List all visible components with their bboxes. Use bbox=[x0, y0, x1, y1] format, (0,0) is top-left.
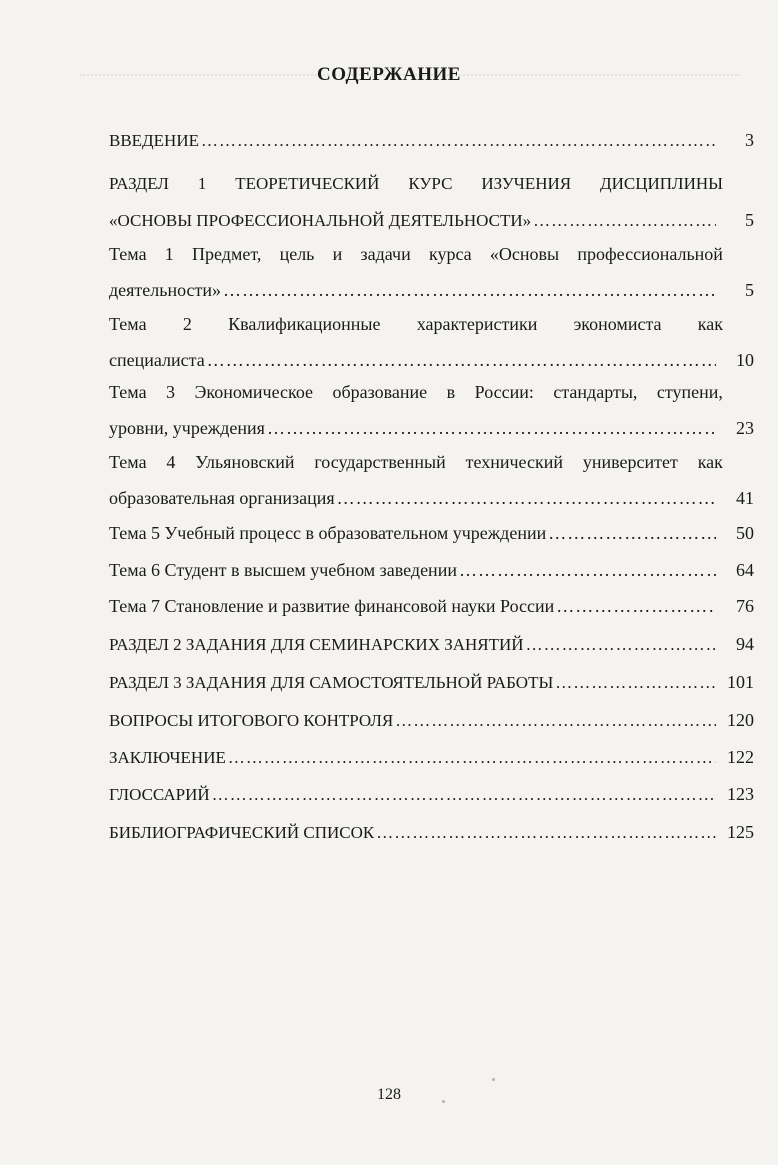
dot-leader bbox=[207, 350, 716, 371]
toc-page-number: 5 bbox=[745, 280, 754, 300]
toc-page-number: 123 bbox=[727, 784, 754, 804]
dot-leader bbox=[556, 596, 716, 617]
toc-page-number: 120 bbox=[727, 710, 754, 730]
toc-entry-title: деятельности» bbox=[109, 280, 222, 300]
dot-leader bbox=[459, 560, 716, 581]
toc-entry-line: Тема 4 Ульяновский государственный технический университет как bbox=[109, 452, 723, 472]
dot-leader bbox=[395, 711, 716, 731]
toc-page-number: 23 bbox=[736, 418, 754, 438]
toc-entry-title: ВОПРОСЫ ИТОГОВОГО КОНТРОЛЯ bbox=[109, 711, 394, 730]
toc-entry-line: Тема 1 Предмет, цель и задачи курса «Основы профессиональной bbox=[109, 244, 723, 264]
scan-speck bbox=[492, 1078, 495, 1081]
page-number: 128 bbox=[377, 1086, 401, 1103]
toc-entry-title: ГЛОССАРИЙ bbox=[109, 785, 210, 804]
toc-page-number: 64 bbox=[736, 560, 754, 580]
toc-page-number: 101 bbox=[727, 672, 754, 692]
toc-entry-title: Тема 6 Студент в высшем учебном заведении bbox=[109, 560, 457, 580]
toc-entry-title: РАЗДЕЛ 3 ЗАДАНИЯ ДЛЯ САМОСТОЯТЕЛЬНОЙ РАБОТЫ bbox=[109, 673, 554, 692]
toc-entry-title: «ОСНОВЫ ПРОФЕССИОНАЛЬНОЙ ДЕЯТЕЛЬНОСТИ» bbox=[109, 211, 532, 230]
toc-page-number: 94 bbox=[736, 634, 754, 654]
toc-page-number: 5 bbox=[745, 210, 754, 230]
dot-leader bbox=[533, 211, 716, 231]
toc-page-number: 125 bbox=[727, 822, 754, 842]
toc-entry-title: Тема 5 Учебный процесс в образовательном учреждении bbox=[109, 523, 547, 543]
dot-leader bbox=[228, 748, 716, 768]
dot-leader bbox=[212, 785, 716, 805]
scan-speck bbox=[442, 1100, 445, 1103]
toc-entry-title: БИБЛИОГРАФИЧЕСКИЙ СПИСОК bbox=[109, 823, 375, 842]
toc-page-number: 122 bbox=[727, 747, 754, 767]
toc-entry-title: РАЗДЕЛ 2 ЗАДАНИЯ ДЛЯ СЕМИНАРСКИХ ЗАНЯТИЙ bbox=[109, 635, 524, 654]
toc-entry-line: Тема 3 Экономическое образование в России: стандарты, ступени, bbox=[109, 382, 723, 402]
toc-page-number: 3 bbox=[745, 130, 754, 150]
toc-entry-title: ВВЕДЕНИЕ bbox=[109, 131, 199, 150]
dot-leader bbox=[548, 523, 716, 544]
dot-leader bbox=[555, 673, 716, 693]
toc-page-number: 76 bbox=[736, 596, 754, 616]
toc-page-number: 50 bbox=[736, 523, 754, 543]
toc-page-number: 10 bbox=[736, 350, 754, 370]
dot-leader bbox=[267, 418, 716, 439]
toc-entry-line: РАЗДЕЛ 1 ТЕОРЕТИЧЕСКИЙ КУРС ИЗУЧЕНИЯ ДИСЦИПЛИНЫ bbox=[109, 174, 723, 193]
toc-entry-title: Тема 7 Становление и развитие финансовой науки России bbox=[109, 596, 555, 616]
toc-page-number: 41 bbox=[736, 488, 754, 508]
dot-leader bbox=[376, 823, 716, 843]
dot-leader bbox=[337, 488, 716, 509]
toc-entry-title: образовательная организация bbox=[109, 488, 335, 508]
dot-leader bbox=[526, 635, 716, 655]
dot-leader bbox=[201, 131, 716, 151]
toc-entry-line: Тема 2 Квалификационные характеристики экономиста как bbox=[109, 314, 723, 334]
dot-leader bbox=[223, 280, 716, 301]
toc-entry-title: ЗАКЛЮЧЕНИЕ bbox=[109, 748, 226, 767]
page-title: СОДЕРЖАНИЕ bbox=[317, 64, 461, 85]
toc-entry-title: уровни, учреждения bbox=[109, 418, 265, 438]
toc-entry-title: специалиста bbox=[109, 350, 205, 370]
